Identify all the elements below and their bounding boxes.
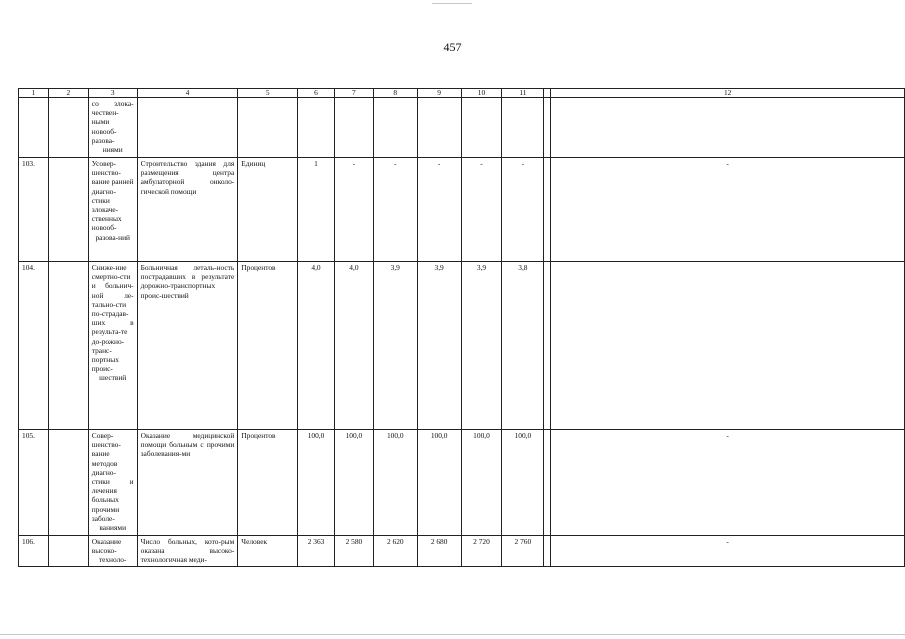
indicator-cell: Больничная леталь-ность пострадавших в результате дорожно-транспортных проис-шествий <box>137 262 238 430</box>
table-row <box>19 536 905 567</box>
value-col-6: 4,0 <box>298 262 335 430</box>
unit-cell: Человек <box>238 536 298 567</box>
column-gap <box>544 536 551 567</box>
value-col-7: 100,0 <box>334 430 373 536</box>
value-col-7: 4,0 <box>334 262 373 430</box>
value-col-8: - <box>373 158 417 262</box>
cell-col-2 <box>48 98 88 158</box>
column-gap <box>544 430 551 536</box>
value-col-9: 3,9 <box>417 262 461 430</box>
value-col-10: 100,0 <box>461 430 502 536</box>
value-col-6: 1 <box>298 158 335 262</box>
indicator-cell: Оказание медицинской помощи больным с прочими заболевания-ми <box>137 430 238 536</box>
page-number: 457 <box>443 40 462 54</box>
column-gap <box>544 89 551 98</box>
unit-cell: Процентов <box>238 262 298 430</box>
row-number: 104. <box>19 262 49 430</box>
col-header-11: 11 <box>502 89 544 98</box>
indicator-cell: Число больных, кото-рым оказана высоко-технологичная меди- <box>137 536 238 567</box>
value-col-9 <box>417 98 461 158</box>
value-col-8 <box>373 98 417 158</box>
value-col-6 <box>298 98 335 158</box>
table-row <box>19 98 905 158</box>
value-col-6: 2 363 <box>298 536 335 567</box>
unit-cell: Процентов <box>238 430 298 536</box>
value-col-10 <box>461 98 502 158</box>
target-cell: Оказание высоко-техноло- <box>88 536 137 567</box>
col-header-1: 1 <box>19 89 49 98</box>
table-row <box>19 430 905 536</box>
col-header-10: 10 <box>461 89 502 98</box>
target-cell: со злока-чествен-ными новооб-разова-ниями <box>88 98 137 158</box>
table-row <box>19 158 905 262</box>
indicator-cell <box>137 98 238 158</box>
table-row <box>19 262 905 430</box>
cell-col-2 <box>48 430 88 536</box>
col-header-3: 3 <box>88 89 137 98</box>
col-header-12: 12 <box>551 89 905 98</box>
note-cell <box>551 262 905 430</box>
target-cell: Сниже-ние смертно-сти и больнич-ной ле-тально-сти по-страдав-ших в результа-те до-рожно-транс-портных проис-шествий <box>88 262 137 430</box>
cell-col-2 <box>48 536 88 567</box>
value-col-8: 3,9 <box>373 262 417 430</box>
col-header-9: 9 <box>417 89 461 98</box>
header-row <box>19 89 905 98</box>
column-gap <box>544 262 551 430</box>
value-col-11: 3,8 <box>502 262 544 430</box>
row-number: 105. <box>19 430 49 536</box>
value-col-11: 100,0 <box>502 430 544 536</box>
value-col-7 <box>334 98 373 158</box>
scan-artifact-bottom <box>0 634 905 635</box>
col-header-5: 5 <box>238 89 298 98</box>
col-header-8: 8 <box>373 89 417 98</box>
col-header-4: 4 <box>137 89 238 98</box>
value-col-8: 100,0 <box>373 430 417 536</box>
row-number: 106. <box>19 536 49 567</box>
row-number <box>19 98 49 158</box>
value-col-10: - <box>461 158 502 262</box>
note-cell: - <box>551 158 905 262</box>
value-col-9: - <box>417 158 461 262</box>
column-gap <box>544 158 551 262</box>
data-table <box>18 88 905 567</box>
value-col-10: 2 720 <box>461 536 502 567</box>
cell-col-2 <box>48 158 88 262</box>
unit-cell <box>238 98 298 158</box>
value-col-9: 2 680 <box>417 536 461 567</box>
value-col-11: - <box>502 158 544 262</box>
value-col-9: 100,0 <box>417 430 461 536</box>
note-cell: - <box>551 430 905 536</box>
value-col-8: 2 620 <box>373 536 417 567</box>
value-col-11: 2 760 <box>502 536 544 567</box>
target-cell: Совер-шенство-вание методов диагно-стики и лечения больных прочими заболе-ваниями <box>88 430 137 536</box>
value-col-7: - <box>334 158 373 262</box>
col-header-2: 2 <box>48 89 88 98</box>
value-col-6: 100,0 <box>298 430 335 536</box>
note-cell <box>551 98 905 158</box>
col-header-6: 6 <box>298 89 335 98</box>
column-gap <box>544 98 551 158</box>
row-number: 103. <box>19 158 49 262</box>
cell-col-2 <box>48 262 88 430</box>
note-cell: - <box>551 536 905 567</box>
col-header-7: 7 <box>334 89 373 98</box>
value-col-7: 2 580 <box>334 536 373 567</box>
value-col-10: 3,9 <box>461 262 502 430</box>
value-col-11 <box>502 98 544 158</box>
indicator-cell: Строительство здания для размещения центра амбулаторной онколо-гической помощи <box>137 158 238 262</box>
target-cell: Усовер-шенство-вание ранней диагно-стики злокаче-ственных новооб-разова-ний <box>88 158 137 262</box>
unit-cell: Единиц <box>238 158 298 262</box>
scan-artifact-top <box>432 3 472 4</box>
